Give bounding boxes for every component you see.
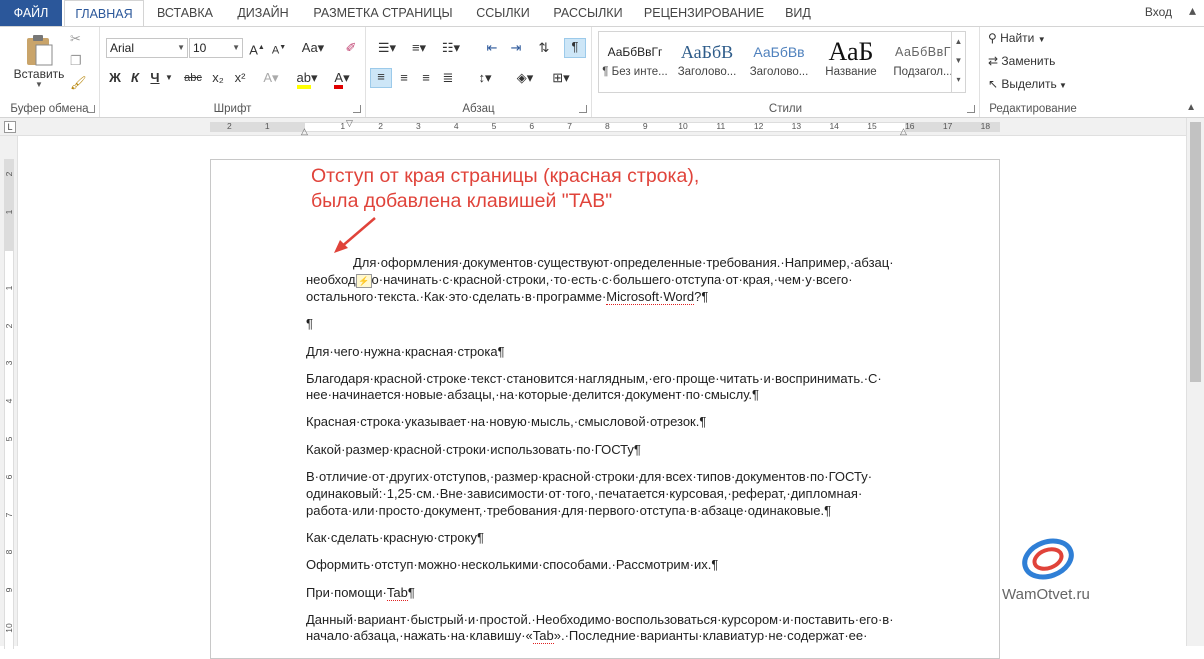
dialog-launcher-icon[interactable] [579,105,587,113]
annotation-text [311,164,699,214]
chevron-down-icon: ▼ [35,80,43,89]
doc-line[interactable]: Оформить·отступ·можно·несколькими·способами.·Рассмотрим·их.¶ [306,557,719,572]
style-sample: АаБбВ [680,42,734,62]
cut-icon[interactable]: ✂ [70,31,81,46]
align-right-icon[interactable]: ≡ [422,70,430,85]
format-painter-icon[interactable]: 🖌 [70,75,87,90]
sort-icon[interactable]: ⇅ [538,40,550,55]
highlight-icon[interactable]: ab▾ [292,70,322,86]
change-case-icon[interactable]: Aa▾ [301,40,325,55]
font-name-combo[interactable] [106,38,188,58]
clipboard-icon [24,33,54,67]
style-name: ¶ Без инте... [602,66,668,78]
doc-line[interactable]: ¶ [306,316,313,331]
find-label: Найти [1000,31,1035,45]
tab-home[interactable]: ГЛАВНАЯ [64,0,144,27]
italic-button[interactable]: К [131,70,139,85]
doc-heading[interactable]: Как·сделать·красную·строку¶ [306,530,484,545]
style-sample: АаБбВв [753,44,805,60]
ruler-tick-label: 2 [378,121,383,131]
ruler-tick-label: 4 [453,121,459,131]
style-normal[interactable] [599,32,671,90]
ruler-tick-label: 6 [529,121,535,131]
vruler-tick-label: 4 [4,398,14,404]
increase-indent-icon[interactable]: ⇥ [510,40,522,55]
select-button[interactable] [988,77,1067,95]
clear-formatting-icon[interactable]: ✐ [345,40,357,55]
styles-scroll[interactable]: ▲ ▼ ▾ [951,32,965,92]
style-name: Заголово... [749,66,809,78]
subscript-button[interactable]: x₂ [212,70,224,85]
doc-line[interactable]: одинаковый:·1,25·см.·Вне·зависимости·от·того,·печатается·курсовая,·реферат,·дипломная· [306,486,863,501]
paragraph-group-label: Абзац [462,103,495,115]
font-group-label: Шрифт [213,103,252,115]
font-group [100,27,366,117]
vruler-tick-label: 2 [4,323,14,328]
chevron-down-icon: ▼ [1037,35,1046,44]
dialog-launcher-icon[interactable] [967,105,975,113]
style-subtitle[interactable] [887,32,959,90]
doc-text-misspelled: Tab [532,628,554,643]
annotation-arrow-icon [330,214,380,256]
chevron-down-icon[interactable]: ▼ [165,73,173,82]
ribbon-tabs [0,0,1204,26]
borders-icon[interactable]: ⊞▾ [552,70,570,85]
vruler-tick-label: 3 [4,361,14,366]
line-spacing-icon[interactable]: ↕▾ [478,70,492,85]
ruler-tick-label: 14 [829,121,839,131]
style-name: Название [825,66,877,78]
superscript-button[interactable]: x² [234,70,246,85]
doc-text: ».·Последние·варианты·клавиатур·не·содержат·ее· [553,628,868,643]
ruler-tick-label: 3 [416,121,421,131]
paragraph-group [366,27,592,117]
tab-insert[interactable]: ВСТАВКА [156,6,214,20]
first-line-indent-marker[interactable]: ▽ [346,118,353,128]
font-size-value: 10 [193,41,207,55]
show-marks-icon[interactable]: ¶ [564,38,586,58]
paste-button[interactable] [12,31,66,89]
vertical-scrollbar[interactable] [1186,118,1204,646]
doc-line[interactable]: Для·оформления·документов·существуют·определенные·требования.·Например,·абзац· [353,255,894,270]
annotation-line-1: Отступ от края страницы (красная строка), [311,165,700,187]
font-size-combo[interactable] [189,38,243,58]
styles-group [592,27,980,117]
vruler-tick-label: 1 [4,209,14,215]
clipboard-group-label: Буфер обмена [10,103,89,115]
paste-label: Вставить [13,67,65,81]
cursor-icon: ↖ [988,77,1002,91]
justify-icon[interactable]: ≣ [442,70,454,85]
vruler-tick-label: 10 [4,623,14,633]
bullets-icon[interactable]: ☰▾ [377,40,397,55]
ruler-tick-label: 18 [980,121,991,131]
vruler-tick-label: 7 [4,512,14,517]
replace-button[interactable] [988,54,1055,72]
ruler-tick-label: 1 [264,121,270,131]
doc-text-misspelled: Tab [386,585,408,600]
vruler-tick-label: 6 [4,474,14,480]
chevron-down-icon: ▼ [177,43,185,52]
doc-text: ¶ [407,585,415,600]
shading-icon[interactable]: ◈▾ [516,70,534,85]
shrink-font-icon[interactable]: A▼ [271,44,287,57]
style-heading1[interactable] [671,32,743,90]
scrollbar-thumb[interactable] [1190,122,1201,382]
binoculars-icon: ⚲ [988,31,1001,45]
vertical-ruler[interactable] [0,136,18,646]
tab-file[interactable]: ФАЙЛ [0,0,62,26]
tab-view[interactable]: ВИД [785,6,811,20]
ruler-tick-label: 15 [867,121,877,131]
doc-line[interactable] [306,627,867,644]
tab-review[interactable]: РЕЦЕНЗИРОВАНИЕ [643,6,765,20]
style-name: Подзагол... [893,66,953,78]
ruler-tick-label: 5 [491,121,497,131]
ruler-tick-label: 10 [678,121,688,131]
doc-line[interactable]: Данный·вариант·быстрый·и·простой.·Необходимо·воспользоваться·курсором·и·поставить·его·в· [306,612,894,627]
replace-icon: ⇄ [988,54,1002,68]
doc-line[interactable] [306,271,853,288]
select-label: Выделить [1001,77,1057,91]
style-sample: АаБ [828,37,874,66]
horizontal-ruler[interactable] [0,118,1204,136]
collapse-ribbon-icon[interactable]: ▲ [1186,102,1196,113]
doc-heading[interactable] [306,584,415,601]
chevron-down-icon: ▼ [1056,81,1067,90]
ribbon [0,26,1204,118]
clipboard-group [0,27,100,117]
autocorrect-options-icon[interactable]: ⚡ [356,274,372,288]
copy-icon[interactable]: ❐ [70,53,82,68]
ruler-tick-label: 11 [716,121,726,131]
text-effects-icon[interactable]: A▾ [263,70,279,85]
doc-line[interactable]: нее·начинается·новые·абзацы,·на·которые·делится·документ·по·смыслу.¶ [306,387,760,402]
style-heading2[interactable] [743,32,815,90]
font-color-icon[interactable]: A▾ [328,70,356,86]
vruler-tick-label: 1 [4,285,14,291]
chevron-down-icon: ▼ [232,43,240,52]
find-button[interactable] [988,31,1046,49]
dialog-launcher-icon[interactable] [353,105,361,113]
grow-font-icon[interactable]: A▲ [249,42,265,58]
style-sample: АаБбВвГ [894,45,952,59]
watermark-text: WamOtvet.ru [1002,586,1090,603]
align-center-icon[interactable]: ≡ [400,70,408,85]
scroll-up-arrow-icon[interactable]: ▴ [1188,2,1196,18]
ruler-tick-label: 17 [942,121,953,131]
doc-text: о·начинать·с·красной·строки,·то·есть·с·большего·отступа·от·края,·чем·у·всего· [371,272,853,287]
replace-label: Заменить [1001,54,1056,68]
ruler-tick-label: 9 [642,121,648,131]
doc-line[interactable]: Красная·строка·указывает·на·новую·мысль,·смысловой·отрезок.¶ [306,414,707,429]
styles-gallery [598,31,966,93]
tab-mailings[interactable]: РАССЫЛКИ [553,6,623,20]
ruler-tick-label: 13 [791,121,802,131]
dialog-launcher-icon[interactable] [87,105,95,113]
right-indent-marker[interactable]: △ [900,126,907,136]
style-name: Заголово... [677,66,737,78]
ruler-tick-label: 12 [753,121,764,131]
ruler-tick-label: 16 [905,121,915,131]
tab-selector-icon[interactable]: L [4,121,16,133]
ruler-tick-label: 1 [340,121,346,131]
underline-button[interactable]: Ч [150,70,160,85]
tab-layout[interactable]: РАЗМЕТКА СТРАНИЦЫ [313,6,453,20]
doc-line[interactable] [306,288,708,305]
ruler-tick-label: 7 [567,121,572,131]
doc-heading[interactable]: Для·чего·нужна·красная·строка¶ [306,344,505,359]
doc-text: начало·абзаца,·нажать·на·клавишу·« [306,628,533,643]
numbering-icon[interactable]: ≡▾ [411,40,427,55]
doc-text: При·помощи· [306,585,387,600]
tab-design[interactable]: ДИЗАЙН [237,6,289,20]
tab-references[interactable]: ССЫЛКИ [476,6,530,20]
doc-line[interactable]: работа·или·просто·документ,·требования·для·первого·отступа·в·абзаце·одинаковые.¶ [306,503,832,518]
vruler-tick-label: 5 [4,436,14,442]
ruler-tick-label: 8 [605,121,610,131]
doc-text: необход [306,272,356,287]
annotation-line-2: была добавлена клавишей "TAB" [311,190,613,212]
ruler-tick-label: 2 [227,121,232,131]
hanging-indent-marker[interactable]: △ [301,126,308,136]
vruler-tick-label: 9 [4,587,14,593]
styles-group-label: Стили [768,103,803,115]
align-left-icon[interactable]: ≡ [370,68,392,88]
doc-heading[interactable]: Какой·размер·красной·строки·использовать·по·ГОСТу¶ [306,442,641,457]
doc-line[interactable]: В·отличие·от·других·отступов,·размер·красной·строки·для·всех·типов·документов·по·ГОСТу· [306,469,873,484]
vruler-tick-label: 2 [4,172,14,177]
style-title[interactable] [815,32,887,90]
doc-text: остального·текста.·Как·это·сделать·в·программе· [306,289,607,304]
bold-button[interactable]: Ж [109,70,121,85]
decrease-indent-icon[interactable]: ⇤ [486,40,498,55]
strikethrough-button[interactable]: abc [184,72,202,84]
style-sample: АаБбВвГг [607,45,663,59]
sign-in-link[interactable]: Вход [1144,5,1172,19]
doc-text: ?¶ [694,289,709,304]
editing-group [980,27,1086,117]
doc-text-misspelled: Microsoft·Word [606,289,695,304]
multilevel-list-icon[interactable]: ☷▾ [441,40,461,55]
doc-line[interactable]: Благодаря·красной·строке·текст·становится·наглядным,·его·проще·читать·и·воспринимать.·С· [306,371,882,386]
vruler-tick-label: 8 [4,550,14,555]
editing-group-label: Редактирование [989,103,1077,115]
font-name-value: Arial [110,41,135,55]
